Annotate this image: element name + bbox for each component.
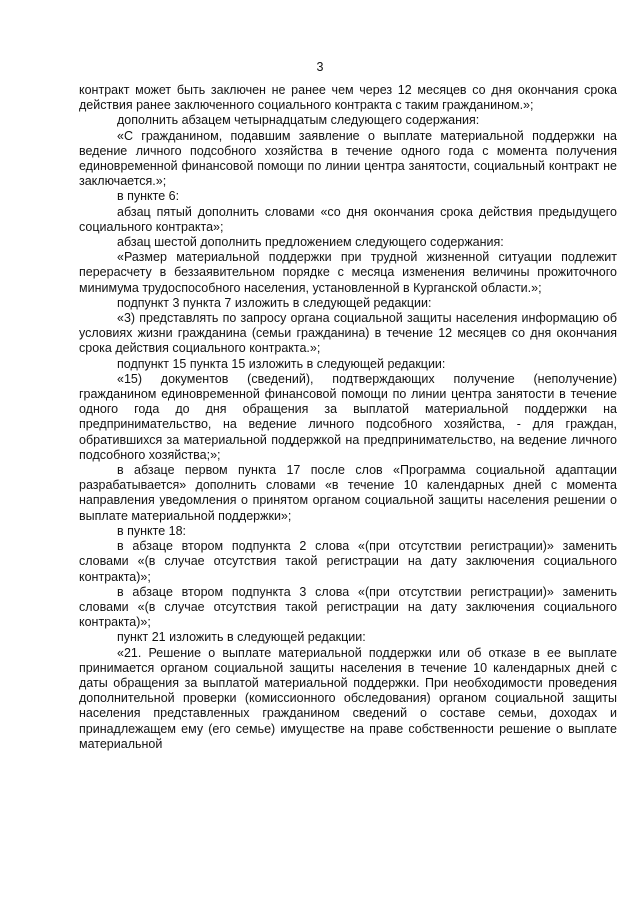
document-paragraph: «3) представлять по запросу органа социальной защиты населения информацию об условиях жизни гражданина (семьи гражданина) в течение 12 месяцев со дня окончания срока действия социального контракта.»; xyxy=(79,311,617,356)
document-paragraph: контракт может быть заключен не ранее чем через 12 месяцев со дня окончания срока действия ранее заключенного социального контракта с таким гражданином.»; xyxy=(79,83,617,113)
document-paragraph: «21. Решение о выплате материальной поддержки или об отказе в ее выплате принимается органом социальной защиты населения в течение 10 календарных дней с даты обращения за выплатой материальной поддержки. При необходимости проведения дополнительной проверки (комиссионного обследования) органом социальной защиты населения представленных гражданином сведений о составе семьи, доходах и принадлежащем ему (его семье) имуществе на праве собственности решение о выплате материальной xyxy=(79,645,617,751)
document-paragraph: в пункте 18: xyxy=(117,523,187,538)
page-number: 3 xyxy=(316,60,324,74)
document-paragraph: подпункт 3 пункта 7 изложить в следующей редакции: xyxy=(117,295,432,310)
document-paragraph: в абзаце первом пункта 17 после слов «Программа социальной адаптации разрабатывается» дополнить словами «в течение 10 календарных дней с момента направления уведомления о принятом органом социальной защиты населения решении о выплате материальной поддержки»; xyxy=(79,463,617,523)
document-paragraph: в абзаце втором подпункта 2 слова «(при отсутствии регистрации)» заменить словами «(в случае отсутствия такой регистрации на дату заключения социального контракта)»; xyxy=(79,539,617,584)
document-paragraph: «Размер материальной поддержки при трудной жизненной ситуации подлежит перерасчету в беззаявительном порядке с месяца изменения величины прожиточного минимума трудоспособного населения, установленной в Курганской области.»; xyxy=(79,250,617,295)
document-body xyxy=(79,83,617,752)
document-paragraph: в пункте 6: xyxy=(117,189,180,204)
document-paragraph: абзац шестой дополнить предложением следующего содержания: xyxy=(117,235,504,250)
document-paragraph: «С гражданином, подавшим заявление о выплате материальной поддержки на ведение личного подсобного хозяйства в течение одного года с момента получения единовременной финансовой помощи по линии центра занятости, социальный контракт не заключается.»; xyxy=(79,128,617,189)
document-paragraph: в абзаце втором подпункта 3 слова «(при отсутствии регистрации)» заменить словами «(в случае отсутствия такой регистрации на дату заключения социального контракта)»; xyxy=(79,584,617,630)
document-paragraph: дополнить абзацем четырнадцатым следующего содержания: xyxy=(117,113,480,128)
document-paragraph: абзац пятый дополнить словами «со дня окончания срока действия предыдущего социального контракта»; xyxy=(79,204,617,234)
document-paragraph: пункт 21 изложить в следующей редакции: xyxy=(117,630,366,645)
document-paragraph: подпункт 15 пункта 15 изложить в следующей редакции: xyxy=(117,356,446,371)
document-paragraph: «15) документов (сведений), подтверждающих получение (неполучение) гражданином единовременной финансовой помощи по линии центра занятости в течение одного года до дня обращения за выплатой материальной поддержки на предпринимательство, на ведение личного подсобного хозяйства, - для граждан, обратившихся за материальной поддержкой на предпринимательство, на ведение личного подсобного хозяйства;»; xyxy=(79,371,617,462)
